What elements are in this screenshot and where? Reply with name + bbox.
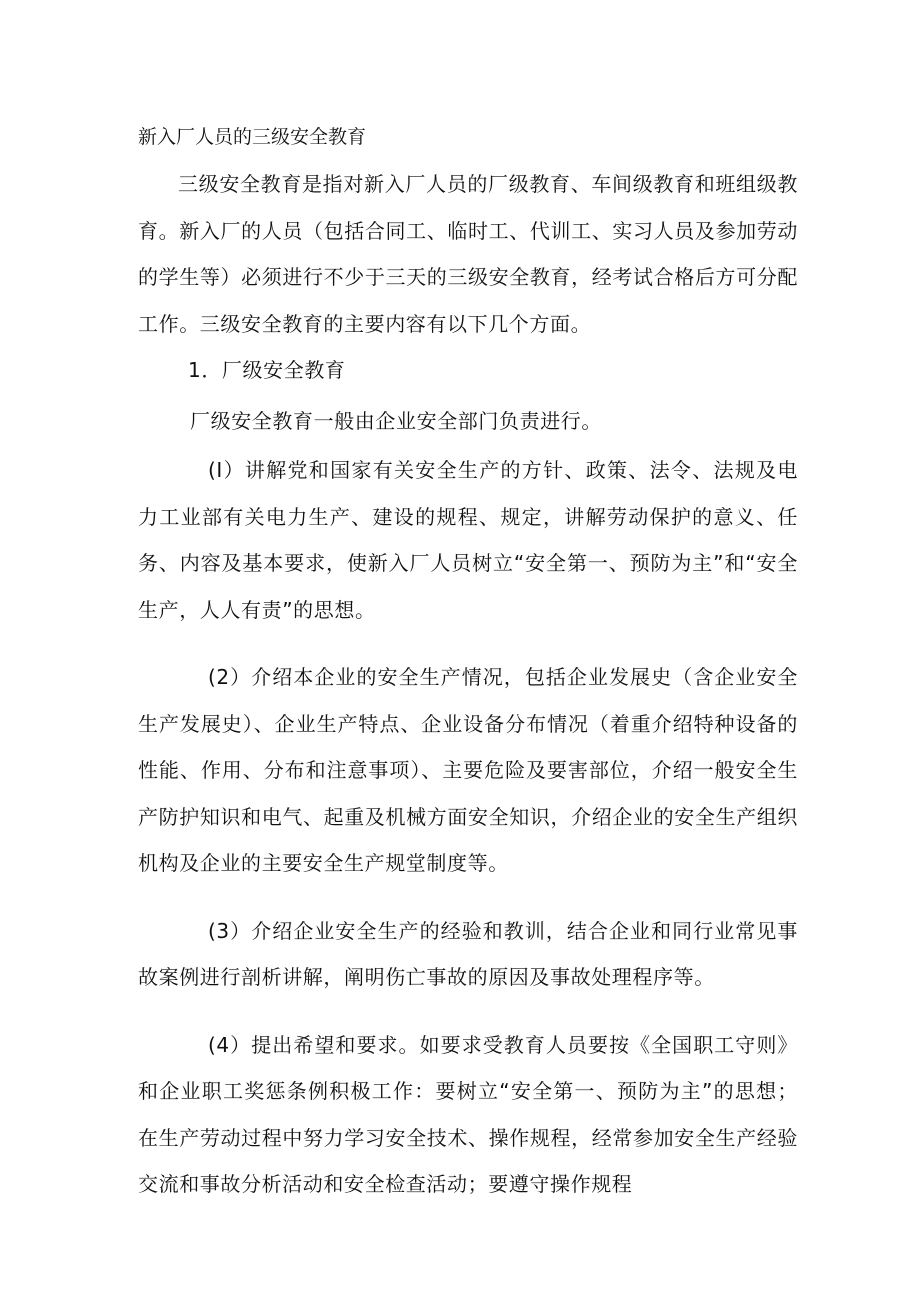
document-body <box>138 118 798 1208</box>
list-item-4: (4）提出希望和要求。如要求受教育人员要按《全国职工守则》和企业职工奖惩条例积极工作：要树立“安全第一、预防为主”的思想；在生产劳动过程中努力学习安全技术、操作规程，经常参加安全生产经验交流和事故分析活动和安全检查活动；要遵守操作规程 <box>138 1032 798 1196</box>
section-lead-paragraph: 厂级安全教育一般由企业安全部门负责进行。 <box>190 408 602 433</box>
section-heading: 1．厂级安全教育 <box>188 358 346 382</box>
list-item-2: (2）介绍本企业的安全生产情况，包括企业发展史（含企业安全生产发展史）、企业生产特点、企业设备分布情况（着重介绍特种设备的性能、作用、分布和注意事项）、主要危险及要害部位，介绍一般安全生产防护知识和电气、起重及机械方面安全知识，介绍企业的安全生产组织机构及企业的主要安全生产规堂制度等。 <box>138 665 798 875</box>
paragraph-gap <box>138 1001 798 1019</box>
paragraph-gap <box>138 633 798 651</box>
document-title: 新入厂人员的三级安全教育 <box>138 126 367 148</box>
list-item-1: (I）讲解党和国家有关安全生产的方针、政策、法令、法规及电力工业部有关电力生产、建设的规程、规定，讲解劳动保护的意义、任务、内容及基本要求，使新入厂人员树立“安全第一、预防为主”和“安全生产，人人有责”的思想。 <box>138 458 798 622</box>
list-item-3: (3）介绍企业安全生产的经验和教训，结合企业和同行业常见事故案例进行剖析讲解，阐明伤亡事故的原因及事故处理程序等。 <box>138 918 798 989</box>
intro-paragraph: 三级安全教育是指对新入厂人员的厂级教育、车间级教育和班组级教育。新入厂的人员（包括合同工、临时工、代训工、实习人员及参加劳动的学生等）必须进行不少于三天的三级安全教育，经考试合格后方可分配工作。三级安全教育的主要内容有以下几个方面。 <box>138 172 798 336</box>
paragraph-gap <box>138 887 798 905</box>
